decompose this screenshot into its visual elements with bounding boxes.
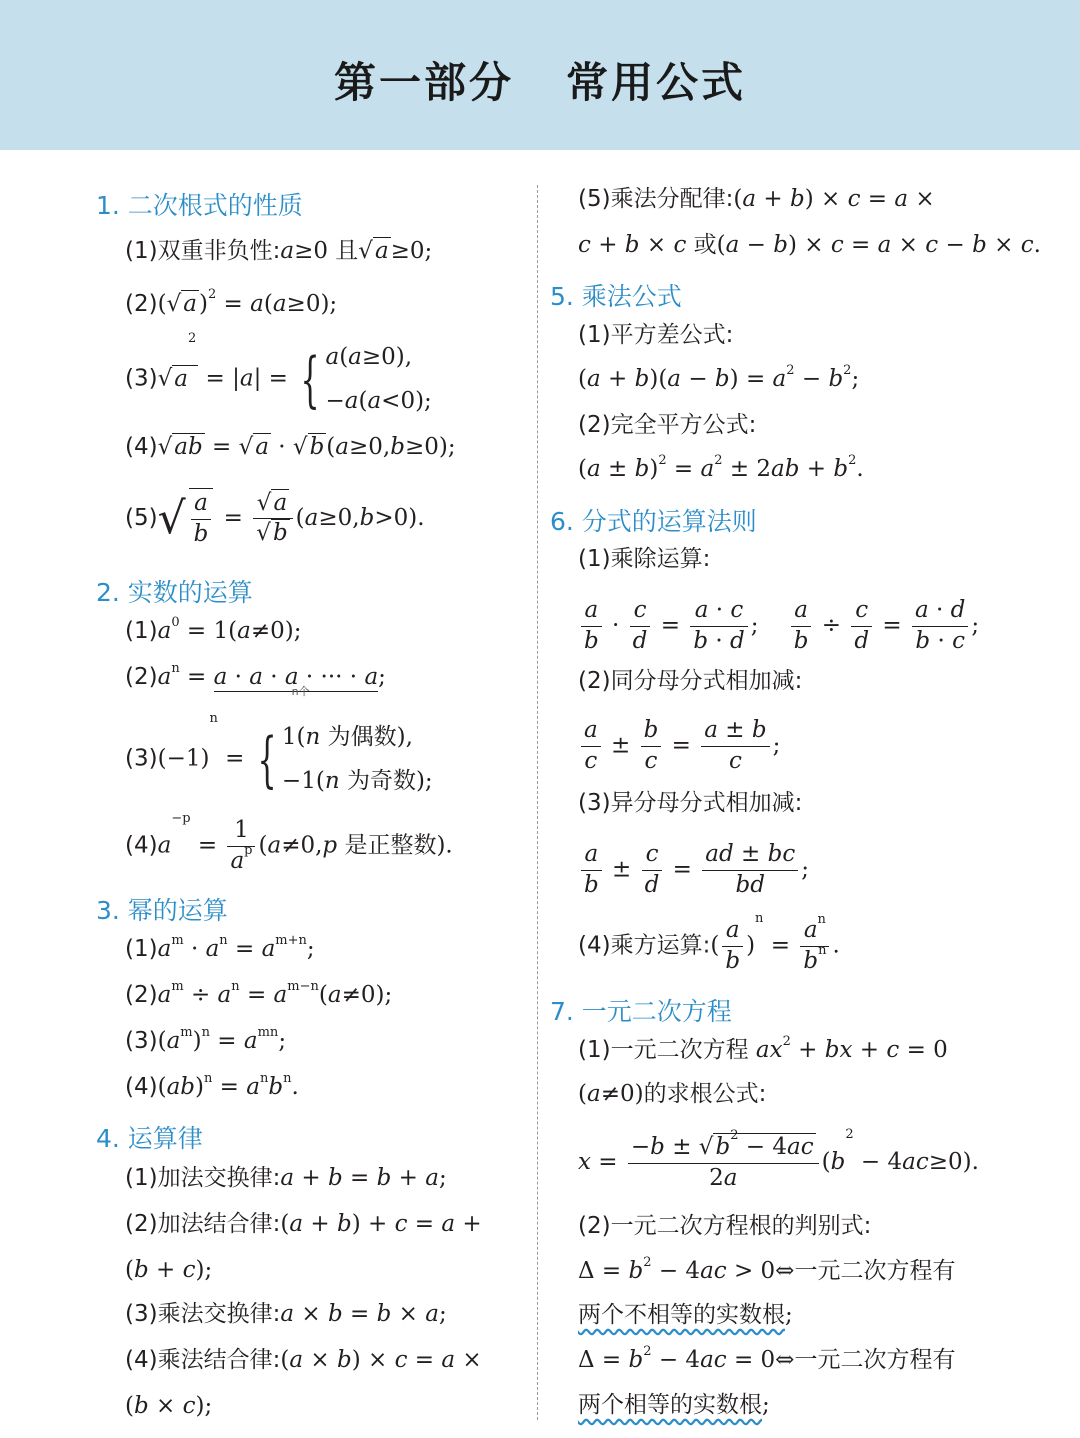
formula-line: $(3)√a^2 = |a|$ = { a(a≥0), −a(a<0); <box>125 331 432 415</box>
formula-line: (3)异分母分式相加减: <box>578 790 803 816</box>
page-title <box>0 50 1080 110</box>
section-title: 1. 二次根式的性质 <box>96 191 303 220</box>
formula-line: $\Delta = b^2 - 4ac$ > 0⇔一元二次方程有 <box>578 1255 956 1284</box>
formula-line: $(2)a^m \div a^n = a^{m-n}(a\ne 0)$; <box>125 979 393 1008</box>
formula-line: $(4)(ab)^n = a^nb^n$. <box>125 1071 299 1100</box>
formula-line: (1)双重非负性:a≥0 且√a≥0; <box>125 238 433 264</box>
formula-line: (1)平方差公式: <box>578 322 734 348</box>
formula-line: (2)完全平方公式: <box>578 412 757 438</box>
section-title: 6. 分式的运算法则 <box>550 507 757 536</box>
formula-line: c + b × c 或(a − b) × c = a × c − b × c. <box>578 232 1041 258</box>
formula-line: $(2)a^n = a \cdot a \cdot a$ · ··· · a n个 ; <box>125 661 386 698</box>
formula-line: (4)乘法结合律:(a × b) × c = a × <box>125 1347 482 1373</box>
formula-line: (1)一元二次方程 $ax^2$ + bx + c = 0 <box>578 1034 948 1063</box>
formula-line: (b + c); <box>125 1257 213 1283</box>
title-part: 第一部分 <box>333 58 514 107</box>
formula-line: $(3)(-1)^n$ = { 1(n 为偶数), −1(n 为奇数); <box>125 711 433 795</box>
section-title: 5. 乘法公式 <box>550 282 682 311</box>
formula-line: 两个不相等的实数根; <box>578 1302 793 1328</box>
formula-line: $(1)a^m \cdot a^n = a^{m+n}$; <box>125 933 315 962</box>
formula-line: $(a \pm b)^2 = a^2 \pm 2ab + b^2$. <box>578 453 864 482</box>
formula-line: (1)乘除运算: <box>578 546 711 572</box>
formula-line: x = $\frac{-b \pm √b^2 - 4ac}{2a}$ $(b^2 - 4ac\ge 0)$. <box>578 1127 979 1191</box>
formula-line: $(4)a^{-p}$ = $\frac{1}{a^p}$ (a≠0,p 是正整数). <box>125 811 453 874</box>
title-name: 常用公式 <box>566 58 747 107</box>
formula-line: (b × c); <box>125 1393 213 1419</box>
formula-line: (5)√ $\frac{a}{b}$ = $\frac{√a}{√b}$ (a≥0,b>0). <box>125 488 425 550</box>
section-title: 2. 实数的运算 <box>96 578 253 607</box>
formula-line: (2)一元二次方程根的判别式: <box>578 1213 872 1239</box>
formula-line: (2)加法结合律:(a + b) + c = a + <box>125 1211 482 1237</box>
formula-line: 两个相等的实数根; <box>578 1392 770 1418</box>
column-divider <box>537 185 538 1420</box>
section-title: 4. 运算律 <box>96 1124 203 1153</box>
formula-line: $(3)(a^m)^n = a^{mn}$; <box>125 1025 287 1054</box>
formula-line: (4)乘方运算:( $\frac{a}{b}$ )$^n$ = $\frac{a^n}{b^n}$ . <box>578 911 840 974</box>
formula-line: (1)加法交换律:a + b = b + a; <box>125 1165 447 1191</box>
formula-line: $\frac{a}{c}$ ± $\frac{b}{c}$ = $\frac{a \pm b}{c}$ ; <box>578 716 780 777</box>
formula-line: $(2)(√a)^2 = a(a\ge 0)$; <box>125 287 338 317</box>
formula-line: $\frac{a}{b}$ · $\frac{c}{d}$ = $\frac{a \cdot c}{b \cdot d}$ ; $\frac{a}{b}$ ÷ $\frac{c}{d}$ = $\frac{a \cdot d}{b \cdot c}$ ; <box>578 596 979 657</box>
formula-line: (a≠0)的求根公式: <box>578 1081 767 1107</box>
formula-line: (4)√ab = √a · √b(a≥0,b≥0); <box>125 434 456 460</box>
formula-line: $(1)a^0 = 1(a\ne 0)$; <box>125 615 302 644</box>
section-title: 3. 幂的运算 <box>96 896 228 925</box>
formula-line: (5)乘法分配律:(a + b) × c = a × <box>578 186 935 212</box>
formula-line: (2)同分母分式相加减: <box>578 668 803 694</box>
section-title: 7. 一元二次方程 <box>550 997 732 1026</box>
formula-line: (3)乘法交换律:a × b = b × a; <box>125 1301 447 1327</box>
formula-line: $\Delta = b^2 - 4ac$ = 0⇔一元二次方程有 <box>578 1344 956 1373</box>
formula-line: $(a + b)(a - b) = a^2 - b^2$; <box>578 363 860 392</box>
formula-line: $\frac{a}{b}$ ± $\frac{c}{d}$ = $\frac{ad \pm bc}{bd}$ ; <box>578 840 809 901</box>
